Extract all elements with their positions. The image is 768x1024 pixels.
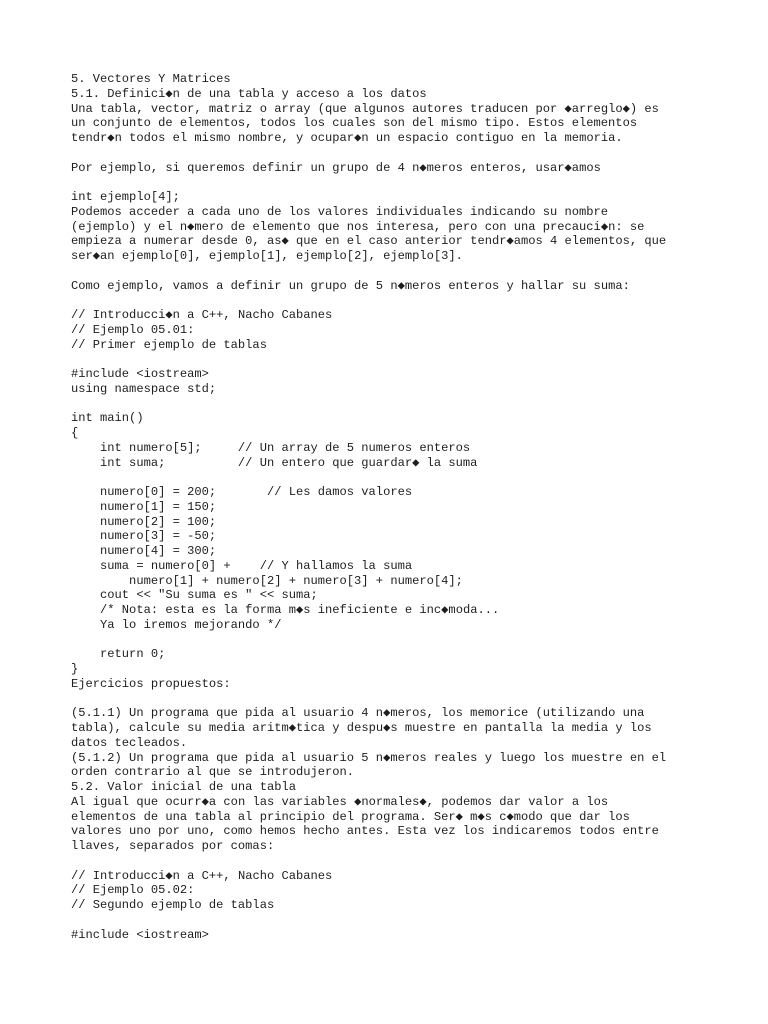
blank-line bbox=[71, 397, 751, 412]
code-line: cout << "Su suma es " << suma; bbox=[71, 588, 318, 603]
blank-line bbox=[71, 175, 751, 190]
paragraph-line: ser◆an ejemplo[0], ejemplo[1], ejemplo[2], ejemplo[3]. bbox=[71, 249, 463, 263]
paragraph-line: Por ejemplo, si queremos definir un grupo de 4 n◆meros enteros, usar◆amos bbox=[71, 160, 601, 175]
code-line: #include <iostream> bbox=[71, 367, 209, 381]
code-line: numero[0] = 200; // Les damos valores bbox=[71, 485, 413, 499]
subsection-heading: 5.2. Valor inicial de una tabla bbox=[71, 780, 296, 794]
subsection-heading: 5.1. Definici◆n de una tabla y acceso a los datos bbox=[71, 86, 427, 101]
paragraph-line: valores uno por uno, como hemos hecho antes. Esta vez los indicaremos todos entre bbox=[71, 824, 659, 839]
code-line: // Ejemplo 05.02: bbox=[71, 883, 195, 898]
code-line: // Primer ejemplo de tablas bbox=[71, 337, 267, 352]
code-line: #include <iostream> bbox=[71, 927, 209, 942]
code-line: numero[2] = 100; bbox=[71, 514, 217, 529]
paragraph-line: un conjunto de elementos, todos los cuales son del mismo tipo. Estos elementos bbox=[71, 116, 638, 131]
exercises-heading: Ejercicios propuestos: bbox=[71, 676, 231, 691]
code-line: suma = numero[0] + // Y hallamos la suma bbox=[71, 558, 413, 573]
code-line: numero[1] + numero[2] + numero[3] + numero[4]; bbox=[71, 573, 463, 588]
exercise-line: (5.1.2) Un programa que pida al usuario 5 n◆meros reales y luego los muestre en el bbox=[71, 750, 667, 765]
blank-line bbox=[71, 293, 751, 308]
paragraph-line: (ejemplo) y el n◆mero de elemento que nos interesa, pero con una precauci◆n: se bbox=[71, 219, 645, 234]
code-line: // Segundo ejemplo de tablas bbox=[71, 898, 275, 912]
code-line: Ya lo iremos mejorando */ bbox=[71, 617, 282, 632]
code-line: // Ejemplo 05.01: bbox=[71, 322, 195, 337]
blank-line bbox=[71, 352, 751, 367]
paragraph-line: Al igual que ocurr◆a con las variables ◆normales◆, podemos dar valor a los bbox=[71, 794, 609, 809]
blank-line bbox=[71, 633, 751, 648]
paragraph-line: Como ejemplo, vamos a definir un grupo de 5 n◆meros enteros y hallar su suma: bbox=[71, 278, 630, 293]
blank-line bbox=[71, 146, 751, 161]
code-line: int numero[5]; // Un array de 5 numeros enteros bbox=[71, 440, 471, 455]
paragraph-line: llaves, separados por comas: bbox=[71, 839, 275, 853]
paragraph-line: tendr◆n todos el mismo nombre, y ocupar◆n un espacio contiguo en la memoria. bbox=[71, 131, 623, 145]
code-line: /* Nota: esta es la forma m◆s ineficiente e inc◆moda... bbox=[71, 603, 500, 617]
code-line: int ejemplo[4]; bbox=[71, 190, 180, 204]
code-line: using namespace std; bbox=[71, 381, 217, 396]
exercise-line: orden contrario al que se introdujeron. bbox=[71, 765, 355, 780]
paragraph-line: Podemos acceder a cada uno de los valores individuales indicando su nombre bbox=[71, 204, 609, 219]
code-line: return 0; bbox=[71, 647, 166, 662]
blank-line bbox=[71, 264, 751, 279]
paragraph-line: empieza a numerar desde 0, as◆ que en el caso anterior tendr◆amos 4 elementos, que bbox=[71, 234, 667, 249]
section-heading: 5. Vectores Y Matrices bbox=[71, 72, 231, 86]
exercise-line: tabla), calcule su media aritm◆tica y despu◆s muestre en pantalla la media y los bbox=[71, 721, 652, 735]
code-line: numero[4] = 300; bbox=[71, 544, 217, 558]
blank-line bbox=[71, 854, 751, 869]
code-line: int main() bbox=[71, 411, 144, 426]
document-page bbox=[71, 72, 751, 942]
paragraph-line: elementos de una tabla al principio del programa. Ser◆ m◆s c◆modo que dar los bbox=[71, 809, 630, 824]
code-line: numero[1] = 150; bbox=[71, 499, 217, 514]
code-line: // Introducci◆n a C++, Nacho Cabanes bbox=[71, 308, 333, 322]
code-line: int suma; // Un entero que guardar◆ la suma bbox=[71, 455, 478, 470]
code-line: // Introducci◆n a C++, Nacho Cabanes bbox=[71, 868, 333, 883]
blank-line bbox=[71, 470, 751, 485]
exercise-line: (5.1.1) Un programa que pida al usuario 4 n◆meros, los memorice (utilizando una bbox=[71, 706, 645, 721]
exercise-line: datos tecleados. bbox=[71, 735, 188, 750]
code-line: numero[3] = -50; bbox=[71, 529, 217, 544]
code-line: { bbox=[71, 426, 79, 440]
code-line: } bbox=[71, 662, 79, 676]
blank-line bbox=[71, 692, 751, 707]
blank-line bbox=[71, 913, 751, 928]
paragraph-line: Una tabla, vector, matriz o array (que algunos autores traducen por ◆arreglo◆) es bbox=[71, 101, 659, 116]
